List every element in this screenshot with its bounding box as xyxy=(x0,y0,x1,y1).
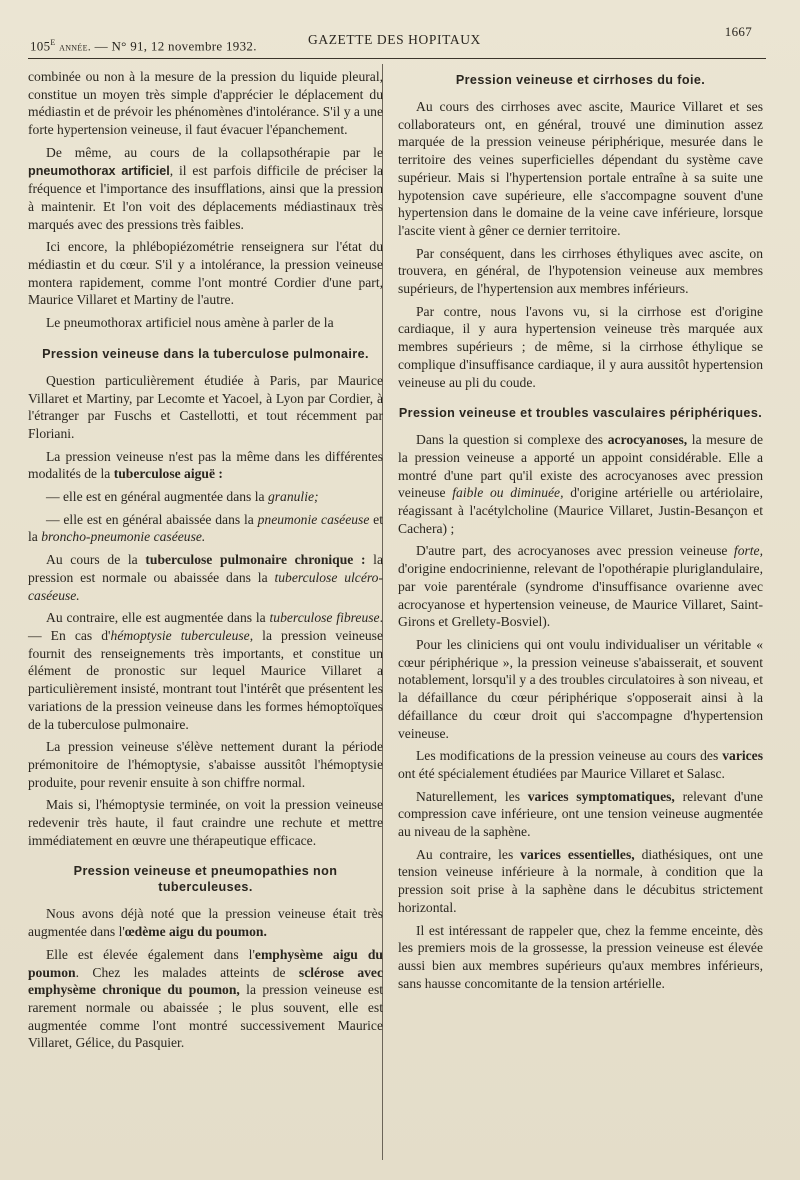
paragraph: Au cours de la tuberculose pulmonaire chronique : la pression est normale ou abaissée dans la tuberculose ulcéro-caséeuse. xyxy=(28,552,383,603)
paragraph: Par conséquent, dans les cirrhoses éthyliques avec ascite, on trouvera, en général, de l'hypotension veineuse aux membres supérieurs, de l'hypertension aux membres inférieurs. xyxy=(398,245,763,297)
paragraph: Il est intéressant de rappeler que, chez la femme enceinte, dès les premiers mois de la grossesse, la pression veineuse est élevée aussi bien aux membres supérieurs qu'aux membres inférieurs, sans hausse concomitante de la tension artérielle. xyxy=(398,922,763,991)
header-rule xyxy=(28,58,766,59)
paragraph: Au contraire, elle est augmentée dans la tuberculose fibreuse. — En cas d'hémoptysie tuberculeuse, la pression veineuse fournit des renseignements très importants, et constitue un élément de pronostic sur lequel Maurice Villaret a particulièrement insisté, montrant tout l'intérêt que présentent les variations de la pression veineuse dans les formes hémoptoïques de la tuberculose pulmonaire. xyxy=(28,610,383,732)
list-item: — elle est en général abaissée dans la pneumonie caséeuse et la broncho-pneumonie caséeuse. xyxy=(28,511,383,545)
paragraph: Pour les cliniciens qui ont voulu individualiser un véritable « cœur périphérique », la pression veineuse s'abaisserait, et souvent notablement, lorsqu'il y a des troubles circulatoires à son niveau, et la défaillance du cœur périphérique s'opposerait ainsi à la défaillance du cœur droit qui s'accompagne d'hypertension veineuse. xyxy=(398,636,763,741)
paragraph: Dans la question si complexe des acrocyanoses, la mesure de la pression veineuse a apporté un appoint considérable. Elle a montré d'une part qu'il existe des acrocyanoses avec pression veineuse faible ou diminuée, d'origine artérielle ou artériolaire, réagissant à l'acétylcholine (Maurice Villaret, Justin-Besançon et Cachera) ; xyxy=(398,432,763,536)
section-heading-cirrhoses: Pression veineuse et cirrhoses du foie. xyxy=(455,73,706,87)
year-suffix: e xyxy=(50,34,56,48)
paragraph: Au cours des cirrhoses avec ascite, Maurice Villaret et ses collaborateurs ont, en général, trouvé une diminution assez marquée de la pression veineuse périphérique, mesurée dans le territoire des veines superficielles dépendant du système cave supérieur. Mais si l'hypertension portale entraîne à sa suite une hypotension cave supérieure, elle s'accompagne souvent d'une hypertension dans le domaine de la veine cave inférieure, lorsque l'ascite vient à gêner ce dernier territoire. xyxy=(398,99,763,238)
paragraph: Mais si, l'hémoptysie terminée, on voit la pression veineuse redevenir très haute, il faut craindre une rechute et mettre immédiatement en œuvre une thérapeutique efficace. xyxy=(28,797,383,848)
paragraph: Naturellement, les varices symptomatiques, relevant d'une compression cave inférieure, ont une tension veineuse augmentée au niveau de la saphène. xyxy=(398,788,763,840)
section-heading-troubles-vasculaires: Pression veineuse et troubles vasculaires périphériques. xyxy=(398,406,763,421)
paragraph: La pression veineuse n'est pas la même dans les différentes modalités de la tuberculose aiguë : xyxy=(28,448,383,482)
issue-date: — N° 91, 12 novembre 1932. xyxy=(94,38,257,54)
paragraph: Nous avons déjà noté que la pression veineuse était très augmentée dans l'œdème aigu du poumon. xyxy=(28,906,383,940)
paragraph: Au contraire, les varices essentielles, diathésiques, ont une tension veineuse inférieure à la normale, à condition que la pression soit prise à la saphène dans le décubitus strictement horizontal. xyxy=(398,846,763,915)
left-column xyxy=(28,68,383,1057)
paragraph: Les modifications de la pression veineuse au cours des varices ont été spécialement étudiées par Maurice Villaret et Salasc. xyxy=(398,748,763,781)
section-heading-pneumopathies: Pression veineuse et pneumopathies non tuberculeuses. xyxy=(73,864,338,895)
right-column xyxy=(398,68,763,997)
paragraph: Elle est élevée également dans l'emphysème aigu du poumon. Chez les malades atteints de sclérose avec emphysème chronique du poumon, la pression veineuse est rarement normale ou abaissée ; le plus souvent, elle est augmentée comme l'ont montré successivement Maurice Villaret, Gélice, du Pasquier. xyxy=(28,946,384,1051)
paragraph: D'autre part, des acrocyanoses avec pression veineuse forte, d'origine endocrinienne, relevant de l'opothérapie pluriglandulaire, par voie parentérale (syndrome d'insuffisance ovarienne avec acrocyanose et hypertension veineuse, de Maurice Villaret, Saint-Girons et Grellety-Bosviel). xyxy=(398,543,763,630)
paragraph: La pression veineuse s'élève nettement durant la période prémonitoire de l'hémoptysie, s'abaisse aussitôt l'hémoptysie produite, pour revenir ensuite à son chiffre normal. xyxy=(28,739,383,790)
paragraph: De même, au cours de la collapsothérapie par le pneumothorax artificiel, il est parfois difficile de préciser la fréquence et l'importance des insufflations, ainsi que la pression à maintenir. Et l'on voit des déplacements médiastinaux très marqués avec des pressions très faibles. xyxy=(28,144,384,232)
issue-info xyxy=(30,34,257,54)
paragraph: Ici encore, la phlébopiézométrie renseignera sur l'état du médiastin et du cœur. S'il y a intolérance, la pression veineuse montera rapidement, comme l'ont montré Cordier d'une part, Maurice Villaret et Martiny de l'autre. xyxy=(28,239,383,308)
paragraph: Le pneumothorax artificiel nous amène à parler de la xyxy=(46,315,334,331)
year-word: année. xyxy=(59,39,92,54)
paragraph: combinée ou non à la mesure de la pression du liquide pleural, constitue un moyen très simple d'apprécier le déplacement du médiastin et de prévoir les phénomènes d'intolérance. S'il y a une forte hypertension veineuse, il faut évacuer l'épanchement. xyxy=(28,69,383,138)
page-number: 1667 xyxy=(724,24,752,39)
journal-title: GAZETTE DES HOPITAUX xyxy=(308,32,481,47)
paragraph: Par contre, nous l'avons vu, si la cirrhose est d'origine cardiaque, il y aura hypertension veineuse très marquée aux membres supérieurs ; de même, si la cirrhose éthylique se complique d'insuffisance cardiaque, il y aura aussitôt hypertension veineuse au pli du coude. xyxy=(398,303,763,390)
paragraph: Question particulièrement étudiée à Paris, par Maurice Villaret et Martiny, par Lecomte et Yacoel, à Lyon par Cordier, à l'étranger par Fuschs et Castellotti, et tout récemment par Floriani. xyxy=(28,372,383,441)
year-number: 105 xyxy=(30,38,51,54)
list-item: — elle est en général augmentée dans la granulie; xyxy=(46,489,319,505)
section-heading-tuberculose: Pression veineuse dans la tuberculose pulmonaire. xyxy=(42,346,369,361)
page-header xyxy=(30,24,752,52)
